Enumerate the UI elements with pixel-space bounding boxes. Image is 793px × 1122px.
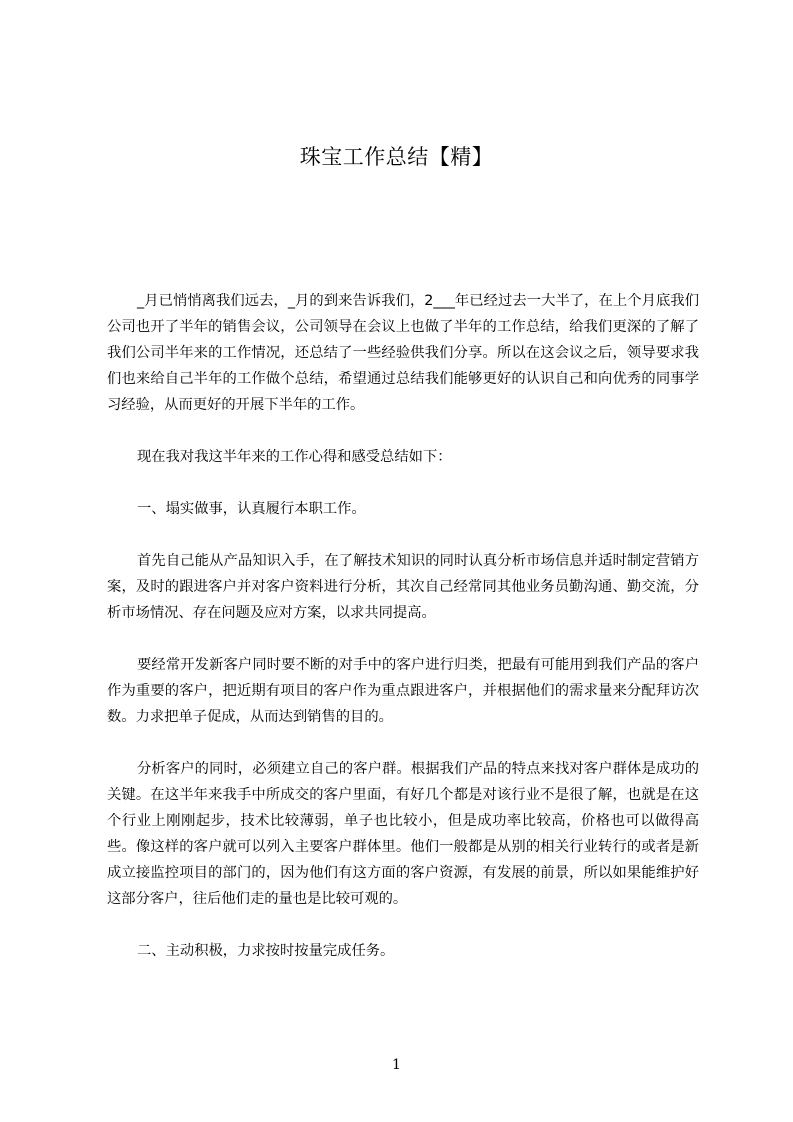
section-heading-1: 一、塌实做事，认真履行本职工作。 — [137, 501, 366, 517]
page-number: 1 — [392, 1057, 401, 1073]
document-title: 珠宝工作总结【精】 — [299, 145, 494, 169]
paragraph-customer-group: 分析客户的同时，必须建立自己的客户群。根据我们产品的特点来找对客户群体是成功的关键。在这半年来我手中所成交的客户里面，有好几个都是对该行业不是很了解，也就是在这个行业上刚刚起步，技术比较薄弱，单子也比较小，但是成功率比较高，价格也可以做得高些。像这样的客户就可以列入主要客户群体里。他们一般都是从别的相关行业转行的或者是新成立接监控项目的部门的，因为他们有这方面的客户资源，有发展的前景，所以如果能维护好这部分客户，往后他们走的量也是比较可观的。 — [107, 761, 699, 907]
paragraph-intro: _月已悄悄离我们远去，_月的到来告诉我们，2___年已经过去一大半了，在上个月底我们公司也开了半年的销售会议，公司领导在会议上也做了半年的工作总结，给我们更深的了解了我们公司半年来的工作情况，还总结了一些经验供我们分享。所以在这会议之后，领导要求我们也来给自己半年的工作做个总结，希望通过总结我们能够更好的认识自己和向优秀的同事学习经验，从而更好的开展下半年的工作。 — [107, 293, 699, 413]
paragraph-summary-lead: 现在我对我这半年来的工作心得和感受总结如下： — [137, 449, 452, 465]
paragraph-product-knowledge: 首先自己能从产品知识入手，在了解技术知识的同时认真分析市场信息并适时制定营销方案，及时的跟进客户并对客户资料进行分析，其次自己经常同其他业务员勤沟通、勤交流，分析市场情况、存在问题及应对方案，以求共同提高。 — [107, 553, 699, 621]
paragraph-customer-classification: 要经常开发新客户同时要不断的对手中的客户进行归类，把最有可能用到我们产品的客户作为重要的客户，把近期有项目的客户作为重点跟进客户，并根据他们的需求量来分配拜访次数。力求把单子促成，从而达到销售的目的。 — [107, 657, 699, 725]
section-heading-2: 二、主动积极，力求按时按量完成任务。 — [137, 943, 395, 959]
document-body — [107, 288, 699, 990]
